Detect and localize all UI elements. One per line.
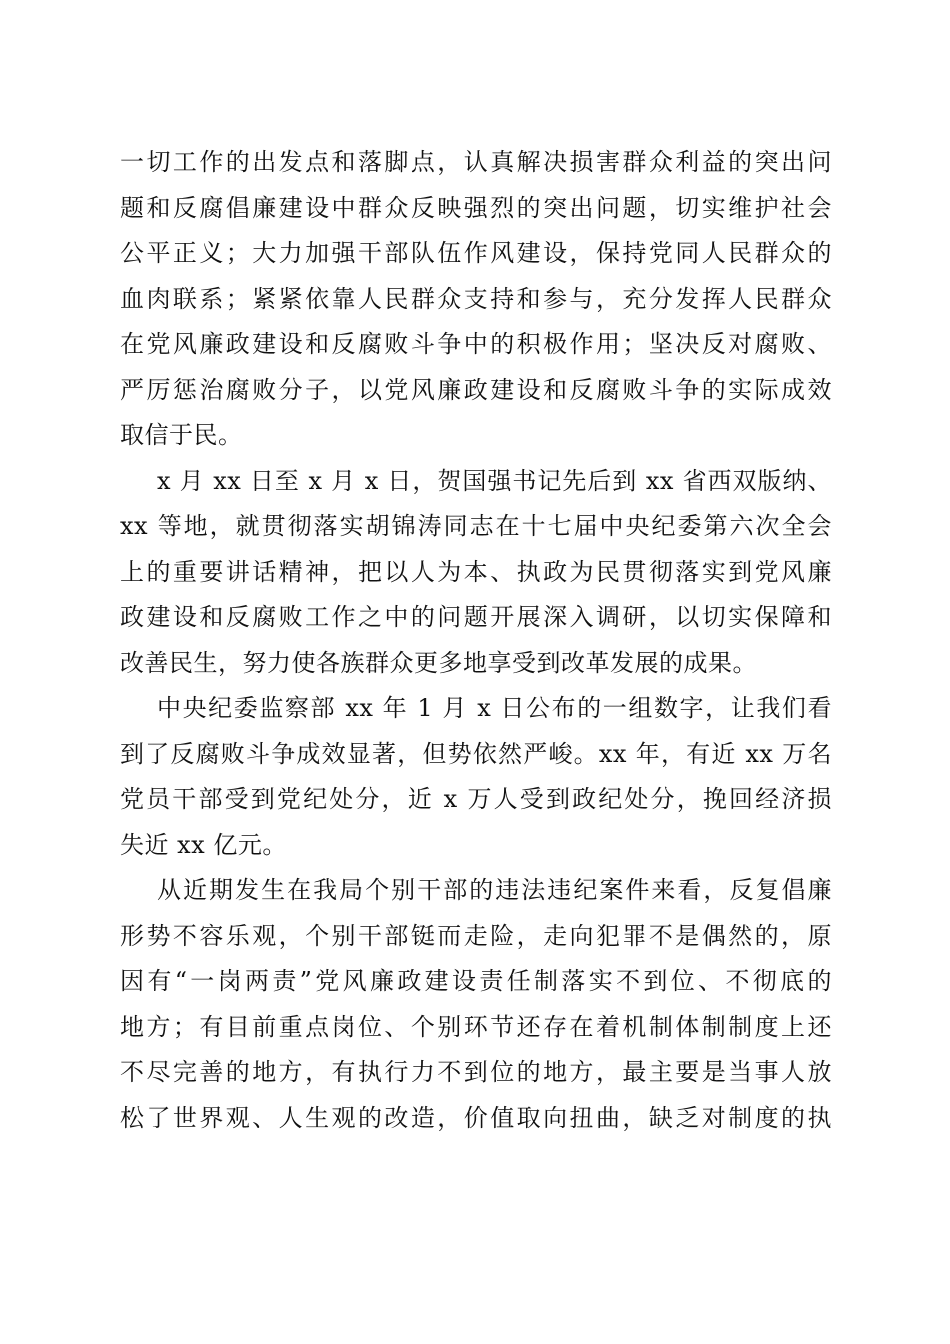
text-line: x 月 xx 日至 x 月 x 日，贺国强书记先后到 xx 省西双版纳、 xyxy=(157,466,832,495)
text-line: 形势不容乐观，个别干部铤而走险，走向犯罪不是偶然的，原 xyxy=(120,921,832,950)
paragraph-4 xyxy=(120,868,832,1141)
text-line: 取信于民。 xyxy=(120,421,243,449)
text-line: 公平正义；大力加强干部队伍作风建设，保持党同人民群众的 xyxy=(120,239,832,267)
text-line: 严厉惩治腐败分子，以党风廉政建设和反腐败斗争的实际成效 xyxy=(120,375,832,404)
text-line: 政建设和反腐败工作之中的问题开展深入调研，以切实保障和 xyxy=(120,603,832,631)
text-line: 在党风廉政建设和反腐败斗争中的积极作用；坚决反对腐败、 xyxy=(120,330,832,358)
text-line: 一切工作的出发点和落脚点，认真解决损害群众利益的突出问 xyxy=(120,148,832,176)
text-line: xx 等地，就贯彻落实胡锦涛同志在十七届中央纪委第六次全会 xyxy=(120,512,832,540)
paragraph-2 xyxy=(120,459,832,687)
text-line: 党员干部受到党纪处分，近 x 万人受到政纪处分，挽回经济损 xyxy=(120,785,832,813)
text-line: 从近期发生在我局个别干部的违法违纪案件来看，反复倡廉 xyxy=(157,876,832,904)
text-line: 题和反腐倡廉建设中群众反映强烈的突出问题，切实维护社会 xyxy=(120,193,832,222)
text-line: 中央纪委监察部 xx 年 1 月 x 日公布的一组数字，让我们看 xyxy=(157,694,832,722)
text-line: 地方；有目前重点岗位、个别环节还存在着机制体制制度上还 xyxy=(120,1012,832,1041)
body-text xyxy=(120,140,832,1141)
text-line: 松了世界观、人生观的改造，价值取向扭曲，缺乏对制度的执 xyxy=(120,1103,832,1132)
text-line: 失近 xx 亿元。 xyxy=(120,830,287,859)
text-line: 因有“一岗两责”党风廉政建设责任制落实不到位、不彻底的 xyxy=(120,967,832,995)
paragraph-3 xyxy=(120,686,832,868)
text-line: 不尽完善的地方，有执行力不到位的地方，最主要是当事人放 xyxy=(120,1058,832,1086)
text-line: 改善民生，努力使各族群众更多地享受到改革发展的成果。 xyxy=(120,648,757,677)
text-line: 到了反腐败斗争成效显著，但势依然严峻。xx 年，有近 xx 万名 xyxy=(120,739,832,768)
text-line: 上的重要讲话精神，把以人为本、执政为民贯彻落实到党风廉 xyxy=(120,557,832,586)
text-line: 血肉联系；紧紧依靠人民群众支持和参与，充分发挥人民群众 xyxy=(120,284,832,313)
paragraph-1 xyxy=(120,140,832,459)
